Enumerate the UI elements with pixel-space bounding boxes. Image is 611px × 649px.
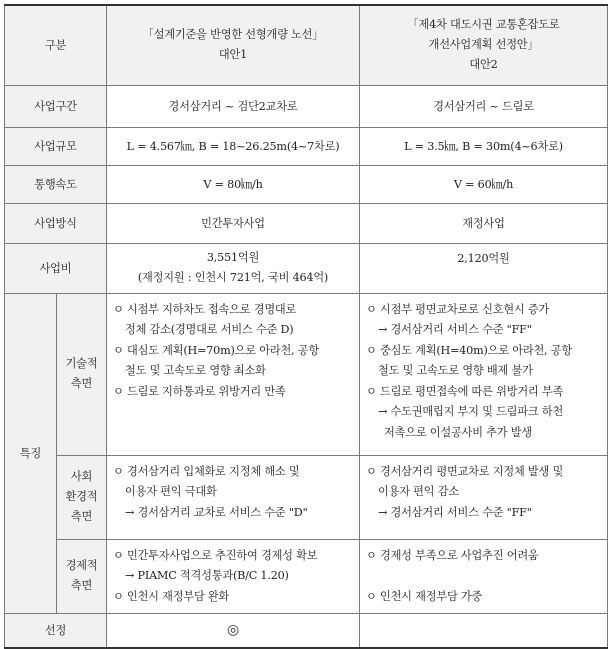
row-speed-alt2: V = 60㎞/h — [360, 165, 608, 203]
header-alt2-line-3: 대안2 — [469, 58, 498, 72]
feature-economic-alt1-line-1: ㅇ 민간투자사업으로 추진하여 경제성 확보 — [113, 548, 318, 562]
feature-technical-alt2-line-1: ㅇ 시점부 평면교차로로 신호현시 증가 — [366, 302, 550, 316]
feature-technical-label-line-2: 측면 — [70, 377, 93, 390]
header-alt1-cell — [107, 5, 360, 85]
feature-social-alt1-line-3: → 경서삼거리 교차로 서비스 수준 "D" — [125, 505, 308, 519]
header-alt2-line-2: 개선사업계획 선정안」 — [428, 38, 539, 52]
feature-social-label — [57, 455, 107, 539]
feature-technical-alt1-line-5: ㅇ 드림로 지하통과로 위방거리 만족 — [113, 384, 286, 398]
feature-technical-alt2-line-5: ㅇ 드림로 평면접속에 따른 위방거리 부족 — [366, 384, 564, 398]
feature-economic-label-line-2: 측면 — [70, 579, 93, 593]
row-feature-social — [5, 455, 608, 539]
feature-social-label-line-3: 측면 — [70, 510, 93, 523]
row-cost — [5, 243, 608, 293]
row-scale-alt2: L = 3.5㎞, B = 30m(4~6차로) — [360, 127, 608, 165]
features-label: 특징 — [5, 293, 57, 614]
feature-economic-alt2 — [360, 539, 608, 614]
row-method-label: 사업방식 — [5, 203, 107, 243]
row-method-alt1: 민간투자사업 — [107, 203, 360, 243]
feature-social-alt2 — [360, 455, 608, 539]
row-cost-label: 사업비 — [5, 243, 107, 293]
header-alt2-line-1: 「제4차 대도시권 교통혼잡도로 — [407, 18, 560, 32]
row-method-alt2: 재정사업 — [360, 203, 608, 243]
feature-technical-label-line-1: 기술적 — [65, 357, 98, 370]
row-selection — [5, 614, 608, 648]
header-alt2-cell — [360, 5, 608, 85]
row-speed-alt1: V = 80㎞/h — [107, 165, 360, 203]
row-feature-economic — [5, 539, 608, 614]
feature-economic-alt2-line-1: ㅇ 경제성 부족으로 사업추진 어려움 — [366, 548, 539, 562]
feature-economic-alt2-spacer — [366, 566, 601, 587]
row-speed — [5, 165, 608, 203]
row-scale — [5, 127, 608, 165]
feature-social-alt1-line-1: ㅇ 경서삼거리 입체화로 지정체 해소 및 — [113, 464, 300, 478]
feature-social-alt2-line-1: ㅇ 경서삼거리 평면교차로 지정체 발생 및 — [366, 464, 564, 478]
feature-technical-alt2-line-4: 철도 및 고속도로 영향 배제 불가 — [378, 364, 533, 377]
row-section — [5, 85, 608, 127]
row-selection-alt1 — [107, 614, 360, 648]
feature-technical-alt2-line-6: → 수도권매립지 부지 및 드림파크 하천 — [378, 405, 564, 418]
feature-social-label-line-1: 사회 — [70, 470, 93, 483]
feature-technical-label — [57, 293, 107, 455]
feature-technical-alt1 — [107, 293, 360, 455]
header-alt1-line-2: 대안1 — [218, 48, 248, 62]
row-section-alt1: 경서삼거리 ~ 검단2교차로 — [107, 85, 360, 127]
selected-mark-icon: ◎ — [226, 622, 240, 639]
row-feature-technical — [5, 293, 608, 455]
feature-social-alt2-line-2: 이용자 편익 감소 — [378, 485, 459, 498]
feature-social-alt1 — [107, 455, 360, 539]
feature-economic-alt1-line-3: ㅇ 인천시 재정부담 완화 — [113, 589, 230, 603]
feature-economic-alt2-line-2: ㅇ 인천시 재정부담 가중 — [366, 589, 483, 603]
row-method — [5, 203, 608, 243]
row-selection-label: 선정 — [5, 614, 107, 648]
header-category-label: 구분 — [44, 39, 67, 53]
row-cost-alt1-line-1: 3,551억원 — [206, 251, 260, 264]
row-speed-label: 통행속도 — [5, 165, 107, 203]
feature-social-label-line-2: 환경적 — [65, 490, 98, 503]
feature-economic-alt1-line-2: → PIAMC 적격성통과(B/C 1.20) — [125, 569, 289, 582]
row-cost-alt2: 2,120억원 — [360, 243, 608, 293]
row-selection-alt2 — [360, 614, 608, 648]
row-section-alt2: 경서삼거리 ~ 드림로 — [360, 85, 608, 127]
row-scale-label: 사업규모 — [5, 127, 107, 165]
feature-technical-alt1-line-4: 철도 및 고속도로 영향 최소화 — [125, 364, 266, 377]
feature-technical-alt1-line-2: 정체 감소(경명대로 서비스 수준 D) — [125, 323, 294, 336]
row-scale-alt1: L = 4.567㎞, B = 18~26.25m(4~7차로) — [107, 127, 360, 165]
feature-technical-alt2-line-2: → 경서삼거리 서비스 수준 "FF" — [378, 323, 532, 336]
feature-technical-alt2 — [360, 293, 608, 455]
row-cost-alt1-line-2: (재정지원 : 인천시 721억, 국비 464억) — [137, 271, 329, 284]
feature-technical-alt1-line-3: ㅇ 대심도 계획(H=70m)으로 아라천, 공항 — [113, 343, 319, 357]
feature-technical-alt2-line-3: ㅇ 중심도 계획(H=40m)으로 아라천, 공항 — [366, 343, 572, 357]
feature-economic-alt1 — [107, 539, 360, 614]
feature-technical-alt2-line-7: 저촉으로 이설공사비 추가 발생 — [384, 425, 532, 439]
feature-social-alt1-line-2: 이용자 편익 극대화 — [125, 485, 217, 498]
feature-technical-alt1-line-1: ㅇ 시점부 지하차도 접속으로 경명대로 — [113, 302, 297, 316]
row-section-label: 사업구간 — [5, 85, 107, 127]
row-cost-alt1 — [107, 243, 360, 293]
feature-social-alt2-line-3: → 경서삼거리 서비스 수준 "FF" — [378, 505, 532, 519]
header-row — [5, 5, 608, 85]
comparison-table — [4, 4, 608, 649]
header-alt1-line-1: 「설계기준을 반영한 선형개량 노선」 — [142, 28, 324, 42]
feature-economic-label — [57, 539, 107, 614]
feature-economic-label-line-1: 경제적 — [65, 559, 98, 573]
header-category-cell — [5, 5, 107, 85]
